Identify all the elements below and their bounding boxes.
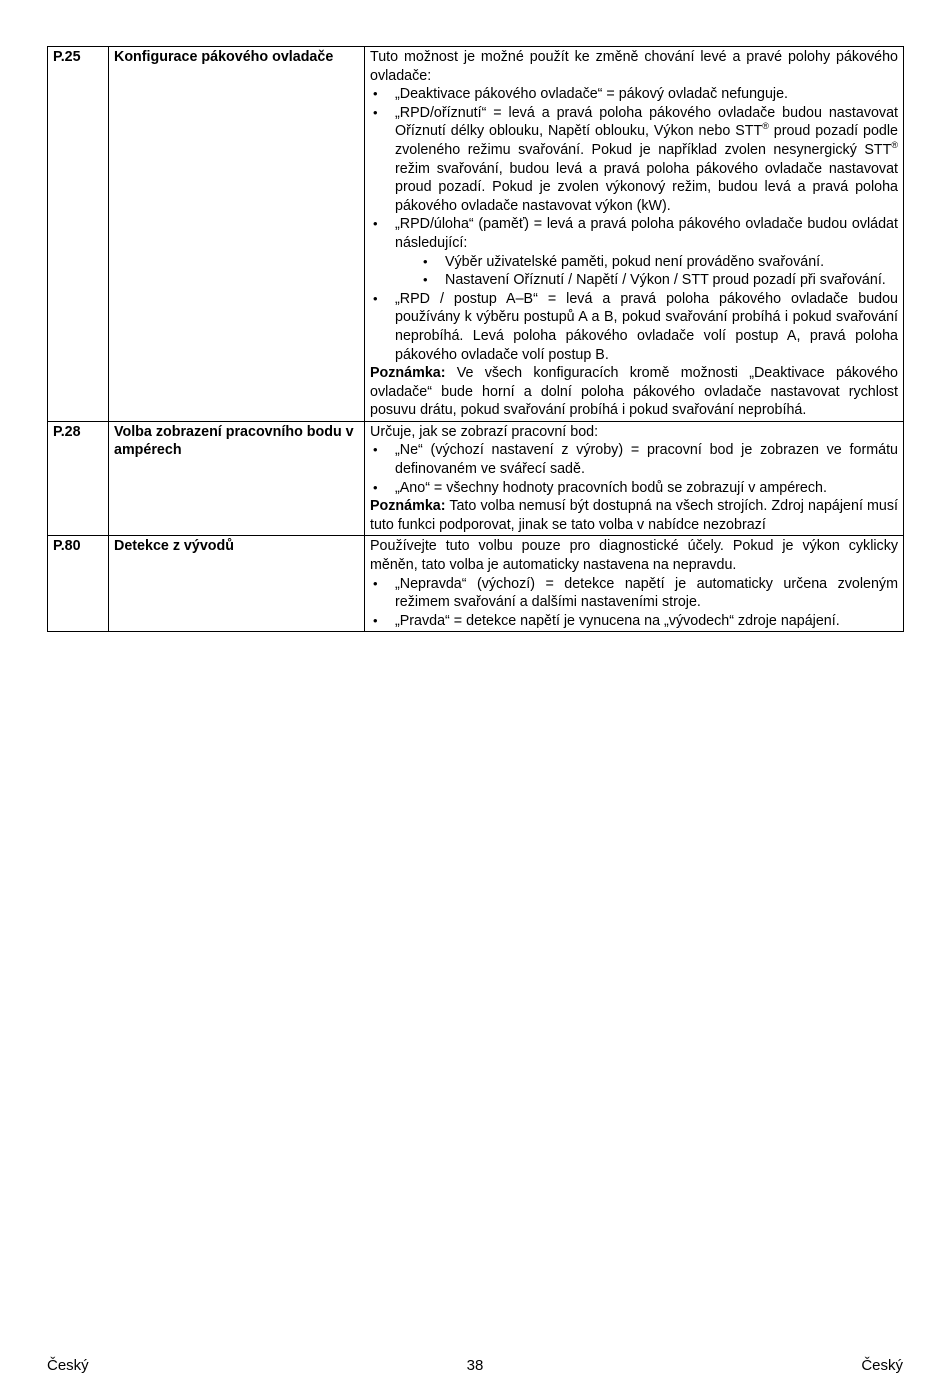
- list-item: • „Ano“ = všechny hodnoty pracovních bodů se zobrazují v ampérech.: [370, 479, 898, 498]
- parameter-code: P.28: [48, 421, 109, 536]
- parameter-name: Detekce z vývodů: [109, 536, 365, 632]
- note-label: Poznámka:: [370, 498, 446, 515]
- footer-language-left: Český: [47, 1357, 89, 1374]
- parameter-description: [365, 47, 904, 422]
- list-item-text: „RPD/úloha“ (paměť) = levá a pravá poloha pákového ovladače budou ovládat následující:: [395, 216, 898, 251]
- option-list: [370, 441, 898, 497]
- parameter-table: [47, 46, 904, 632]
- parameter-code: P.25: [48, 47, 109, 422]
- option-list: [370, 575, 898, 631]
- list-item: • Nastavení Oříznutí / Napětí / Výkon / STT proud pozadí při svařování.: [420, 271, 898, 290]
- list-item: • „Ne“ (výchozí nastavení z výroby) = pracovní bod je zobrazen ve formátu definovaném ve svářecí sadě.: [370, 441, 898, 478]
- list-item: [370, 104, 898, 216]
- list-item-text: režim svařování, budou levá a pravá poloha pákového ovladače nastavovat proud pozadí. Pokud je zvolen výkonový režim, budou levá a pravá poloha pákového ovladače nastavovat výkon (kW).: [395, 160, 898, 214]
- parameter-description: [365, 421, 904, 536]
- table-row: [48, 536, 904, 632]
- list-item: • „Pravda“ = detekce napětí je vynucena na „vývodech“ zdroje napájení.: [370, 612, 898, 631]
- footer-language-right: Český: [861, 1357, 903, 1374]
- option-list: [370, 85, 898, 364]
- sub-option-list: [420, 253, 898, 290]
- note-label: Poznámka:: [370, 365, 446, 382]
- note-text: Ve všech konfiguracích kromě možnosti „Deaktivace pákového ovladače“ bude horní a dolní poloha pákového ovladače nastavovat rychlost posuvu drátu, pokud svařování probíhá i pokud svařování neprobíhá.: [370, 365, 898, 419]
- parameter-code: P.80: [48, 536, 109, 632]
- list-item-text: „RPD/oříznutí“ = levá a pravá poloha pákového ovladače budou nastavovat Oříznutí délky oblouku, Napětí oblouku, Výkon nebo STT: [395, 104, 898, 140]
- parameter-name: Volba zobrazení pracovního bodu v ampérech: [109, 421, 365, 536]
- parameter-description: [365, 536, 904, 632]
- table-row: [48, 421, 904, 536]
- list-item: • „Deaktivace pákového ovladače“ = pákový ovladač nefunguje.: [370, 85, 898, 104]
- list-item: • „Nepravda“ (výchozí) = detekce napětí je automaticky určena zvoleným režimem svařování a dalšími nastaveními stroje.: [370, 575, 898, 612]
- note: [370, 497, 898, 534]
- list-item: • Výběr uživatelské paměti, pokud není prováděno svařování.: [420, 253, 898, 272]
- parameter-name: Konfigurace pákového ovladače: [109, 47, 365, 422]
- note-text: Tato volba nemusí být dostupná na všech strojích. Zdroj napájení musí tuto funkci podporovat, jinak se tato volba v nabídce nezobrazí: [370, 498, 898, 533]
- registered-mark: ®: [891, 139, 898, 150]
- list-item: • „RPD / postup A–B“ = levá a pravá poloha pákového ovladače budou používány k výběru postupů A a B, pokud svařování probíhá i pokud svařování neprobíhá. Levá poloha pákového ovladače volí postup A, pravá poloha pákového ovladače volí postup B.: [370, 290, 898, 364]
- note: [370, 364, 898, 420]
- registered-mark: ®: [762, 121, 769, 132]
- page-number: 38: [466, 1357, 484, 1374]
- description-intro: Určuje, jak se zobrazí pracovní bod:: [370, 423, 599, 440]
- table-row: [48, 47, 904, 422]
- list-item-text: proud pozadí podle zvoleného režimu svařování. Pokud je například zvolen nesynergický STT: [395, 123, 898, 158]
- list-item: [370, 215, 898, 289]
- description-intro: Tuto možnost je možné použít ke změně chování levé a pravé polohy pákového ovladače:: [370, 49, 898, 84]
- description-intro: Používejte tuto volbu pouze pro diagnostické účely. Pokud je výkon cyklicky měněn, tato volba je automaticky nastavena na nepravdu.: [370, 538, 898, 574]
